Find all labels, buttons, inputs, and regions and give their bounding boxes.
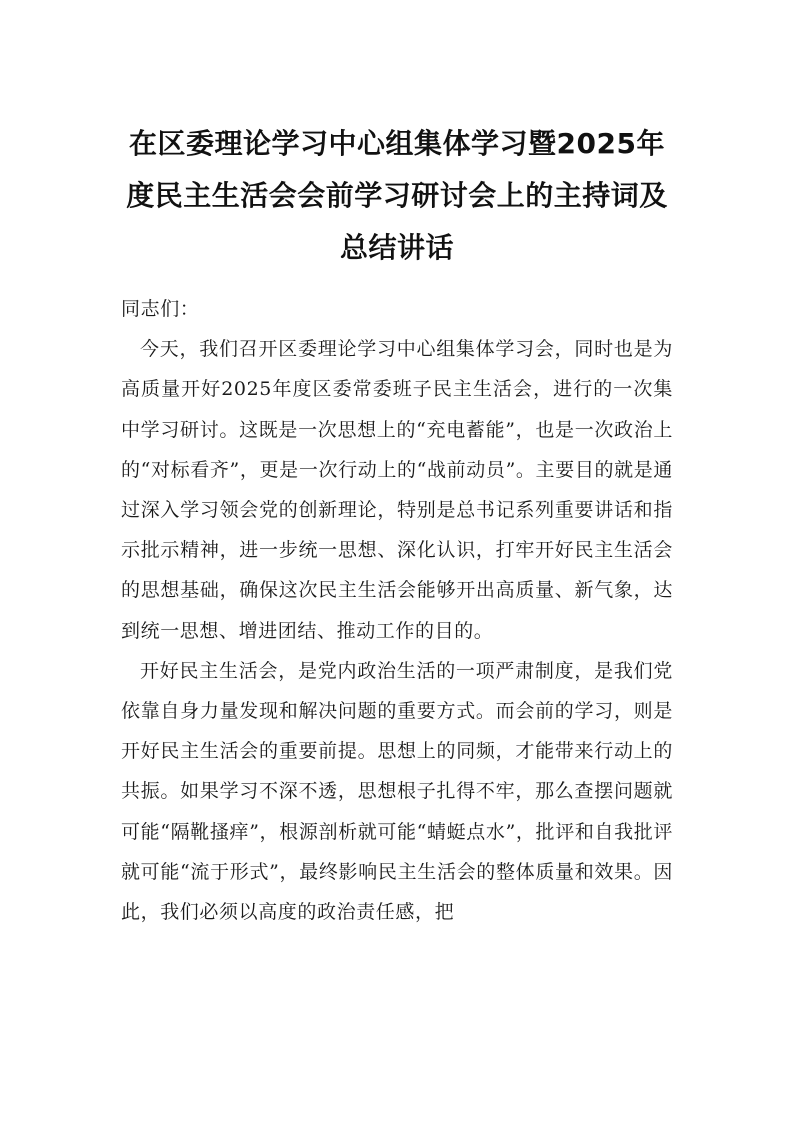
document-body [121,289,673,932]
paragraph-1: 今天，我们召开区委理论学习中心组集体学习会，同时也是为高质量开好2025年度区委常委班子民主生活会，进行的一次集中学习研讨。这既是一次思想上的“充电蓄能”，也是一次政治上的“对标看齐”，更是一次行动上的“战前动员”。主要目的就是通过深入学习领会党的创新理论，特别是总书记系列重要讲话和指示批示精神，进一步统一思想、深化认识，打牢开好民主生活会的思想基础，确保这次民主生活会能够开出高质量、新气象，达到统一思想、增进团结、推动工作的目的。 [121,338,673,642]
paragraph-2: 开好民主生活会，是党内政治生活的一项严肃制度，是我们党依靠自身力量发现和解决问题的重要方式。而会前的学习，则是开好民主生活会的重要前提。思想上的同频，才能带来行动上的共振。如果学习不深不透，思想根子扎得不牢，那么查摆问题就可能“隔靴搔痒”，根源剖析就可能“蜻蜓点水”，批评和自我批评就可能“流于形式”，最终影响民主生活会的整体质量和效果。因此，我们必须以高度的政治责任感，把 [121,659,673,924]
document-title: 在区委理论学习中心组集体学习暨2025年度民主生活会会前学习研讨会上的主持词及总结讲话 [126,127,668,264]
salutation: 同志们： [121,298,200,320]
